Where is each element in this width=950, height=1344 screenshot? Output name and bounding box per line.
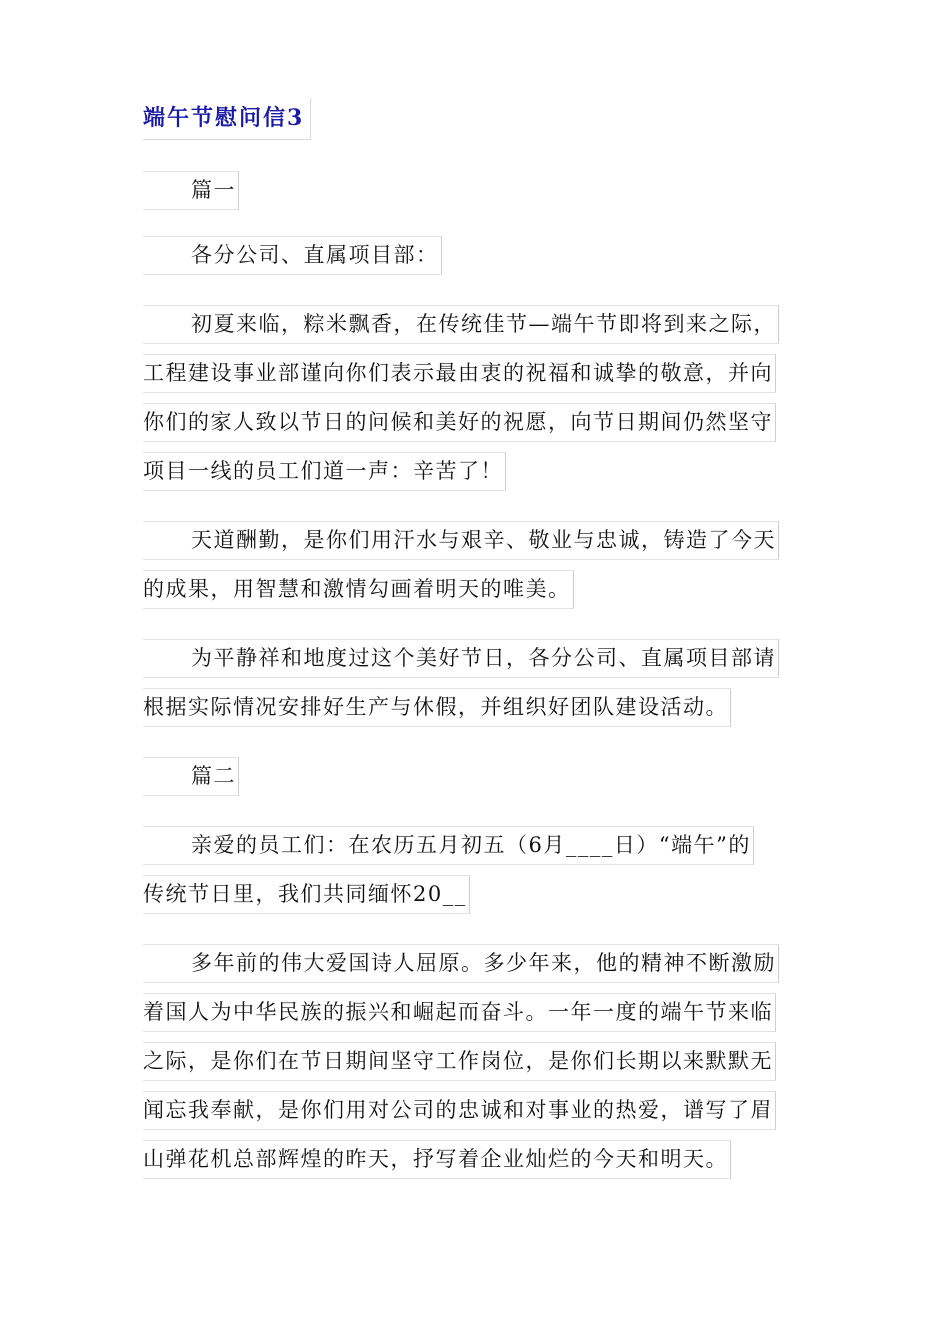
section-heading-1: 篇一 <box>143 171 239 210</box>
paragraph-line: 传统节日里，我们共同缅怀20__ <box>143 875 470 914</box>
section-heading-2: 篇二 <box>143 757 239 796</box>
paragraph-line: 着国人为中华民族的振兴和崛起而奋斗。一年一度的端午节来临 <box>143 993 776 1032</box>
paragraph-line: 天道酬勤，是你们用汗水与艰辛、敬业与忠诚，铸造了今天 <box>143 521 779 560</box>
paragraph-line: 工程建设事业部谨向你们表示最由衷的祝福和诚挚的敬意，并向 <box>143 354 776 393</box>
document-title: 端午节慰问信3 <box>143 98 311 140</box>
paragraph-line: 你们的家人致以节日的问候和美好的祝愿，向节日期间仍然坚守 <box>143 403 776 442</box>
paragraph-line: 为平静祥和地度过这个美好节日，各分公司、直属项目部请 <box>143 639 779 678</box>
paragraph-line: 根据实际情况安排好生产与休假，并组织好团队建设活动。 <box>143 688 731 727</box>
paragraph-line: 的成果，用智慧和激情勾画着明天的唯美。 <box>143 570 574 609</box>
paragraph-line: 山弹花机总部辉煌的昨天，抒写着企业灿烂的今天和明天。 <box>143 1140 731 1179</box>
paragraph-line: 闻忘我奉献，是你们用对公司的忠诚和对事业的热爱，谱写了眉 <box>143 1091 776 1130</box>
salutation-1: 各分公司、直属项目部： <box>143 236 442 275</box>
paragraph-line: 项目一线的员工们道一声：辛苦了！ <box>143 452 506 491</box>
paragraph-line: 初夏来临，粽米飘香，在传统佳节—端午节即将到来之际， <box>143 305 779 344</box>
paragraph-line: 亲爱的员工们：在农历五月初五（6月____日）“端午”的 <box>143 826 754 865</box>
paragraph-line: 多年前的伟大爱国诗人屈原。多少年来，他的精神不断激励 <box>143 944 779 983</box>
paragraph-line: 之际，是你们在节日期间坚守工作岗位，是你们长期以来默默无 <box>143 1042 776 1081</box>
